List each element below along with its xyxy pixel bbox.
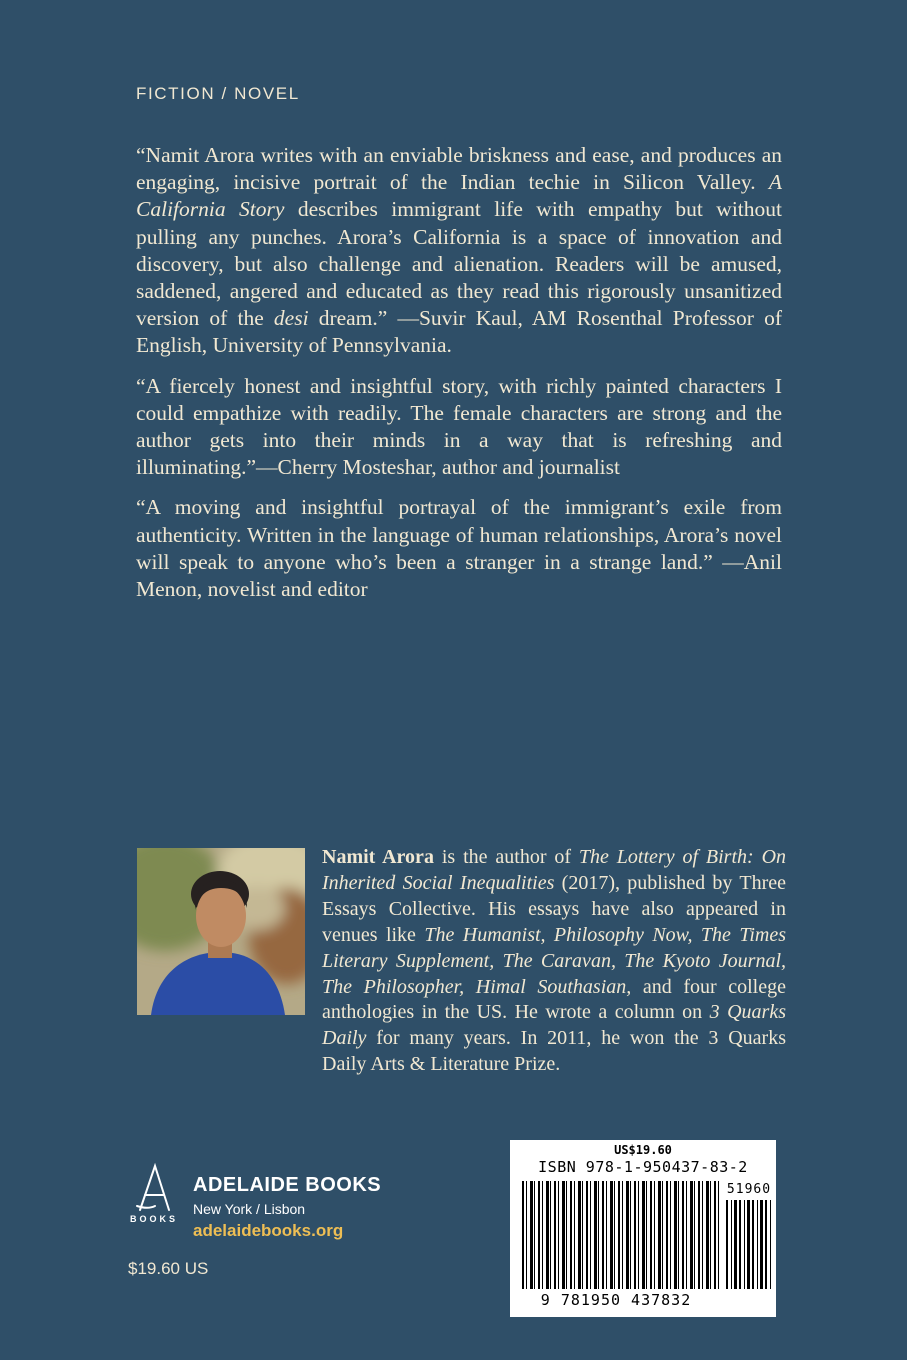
- barcode-bars: [522, 1181, 720, 1289]
- review-blurbs: [136, 142, 782, 616]
- barcode-panel: [510, 1140, 776, 1317]
- barcode-supplement-digits: 51960: [726, 1182, 772, 1197]
- price-label: $19.60 US: [128, 1259, 209, 1278]
- author-photo: [137, 848, 305, 1015]
- adelaide-books-logo-icon: [135, 1162, 173, 1212]
- review-blurb-1: “Namit Arora writes with an enviable briskness and ease, and produces an engaging, incisive portrait of the Indian techie in Silicon Valley. A California Story describes immigrant life with empathy but without pulling any punches. Arora’s California is a space of innovation and discovery, but also challenge and alienation. Readers will be amused, saddened, angered and educated as they read this rigorously unsanitized version of the desi dream.” —Suvir Kaul, AM Rosenthal Professor of English, University of Pennsylvania.: [136, 143, 783, 358]
- barcode-isbn-label: ISBN 978-1-950437-83-2: [538, 1158, 748, 1176]
- review-blurb-2: “A fiercely honest and insightful story, with richly painted characters I could empathize with readily. The female characters are strong and the author gets into their minds in a way that is refreshing and illuminating.”—Cherry Mosteshar, author and journalist: [136, 373, 782, 480]
- publisher-website: adelaidebooks.org: [193, 1221, 344, 1240]
- barcode-price-label: US$19.60: [614, 1143, 672, 1157]
- publisher-logo-text: BOOKS: [130, 1214, 179, 1224]
- publisher-block: [130, 1162, 381, 1241]
- publisher-text: [193, 1162, 381, 1241]
- review-blurb-3: “A moving and insightful portrayal of the immigrant’s exile from authenticity. Written in the language of human relationships, Arora’s novel will speak to anyone who’s been a stranger in a strange land.” —Anil Menon, novelist and editor: [136, 495, 782, 602]
- author-bio: Namit Arora is the author of The Lottery of Birth: On Inherited Social Inequalities (2017), published by Three Essays Collective. His essays have also appeared in venues like The Humanist, Philosophy Now, The Times Literary Supplement, The Caravan, The Kyoto Journal, The Philosopher, Himal Southasian, and four college anthologies in the US. He wrote a column on 3 Quarks Daily for many years. In 2011, he won the 3 Quarks Daily Arts & Literature Prize.: [322, 846, 787, 1076]
- publisher-logo: [130, 1162, 178, 1224]
- publisher-name: ADELAIDE BOOKS: [193, 1174, 382, 1196]
- publisher-cities: New York / Lisbon: [193, 1201, 306, 1217]
- barcode-supplement-bars: [726, 1200, 772, 1289]
- barcode-number: 9 781950 437832: [540, 1291, 692, 1309]
- author-photo-image: [137, 848, 305, 1015]
- category-label: FICTION / NOVEL: [136, 84, 300, 103]
